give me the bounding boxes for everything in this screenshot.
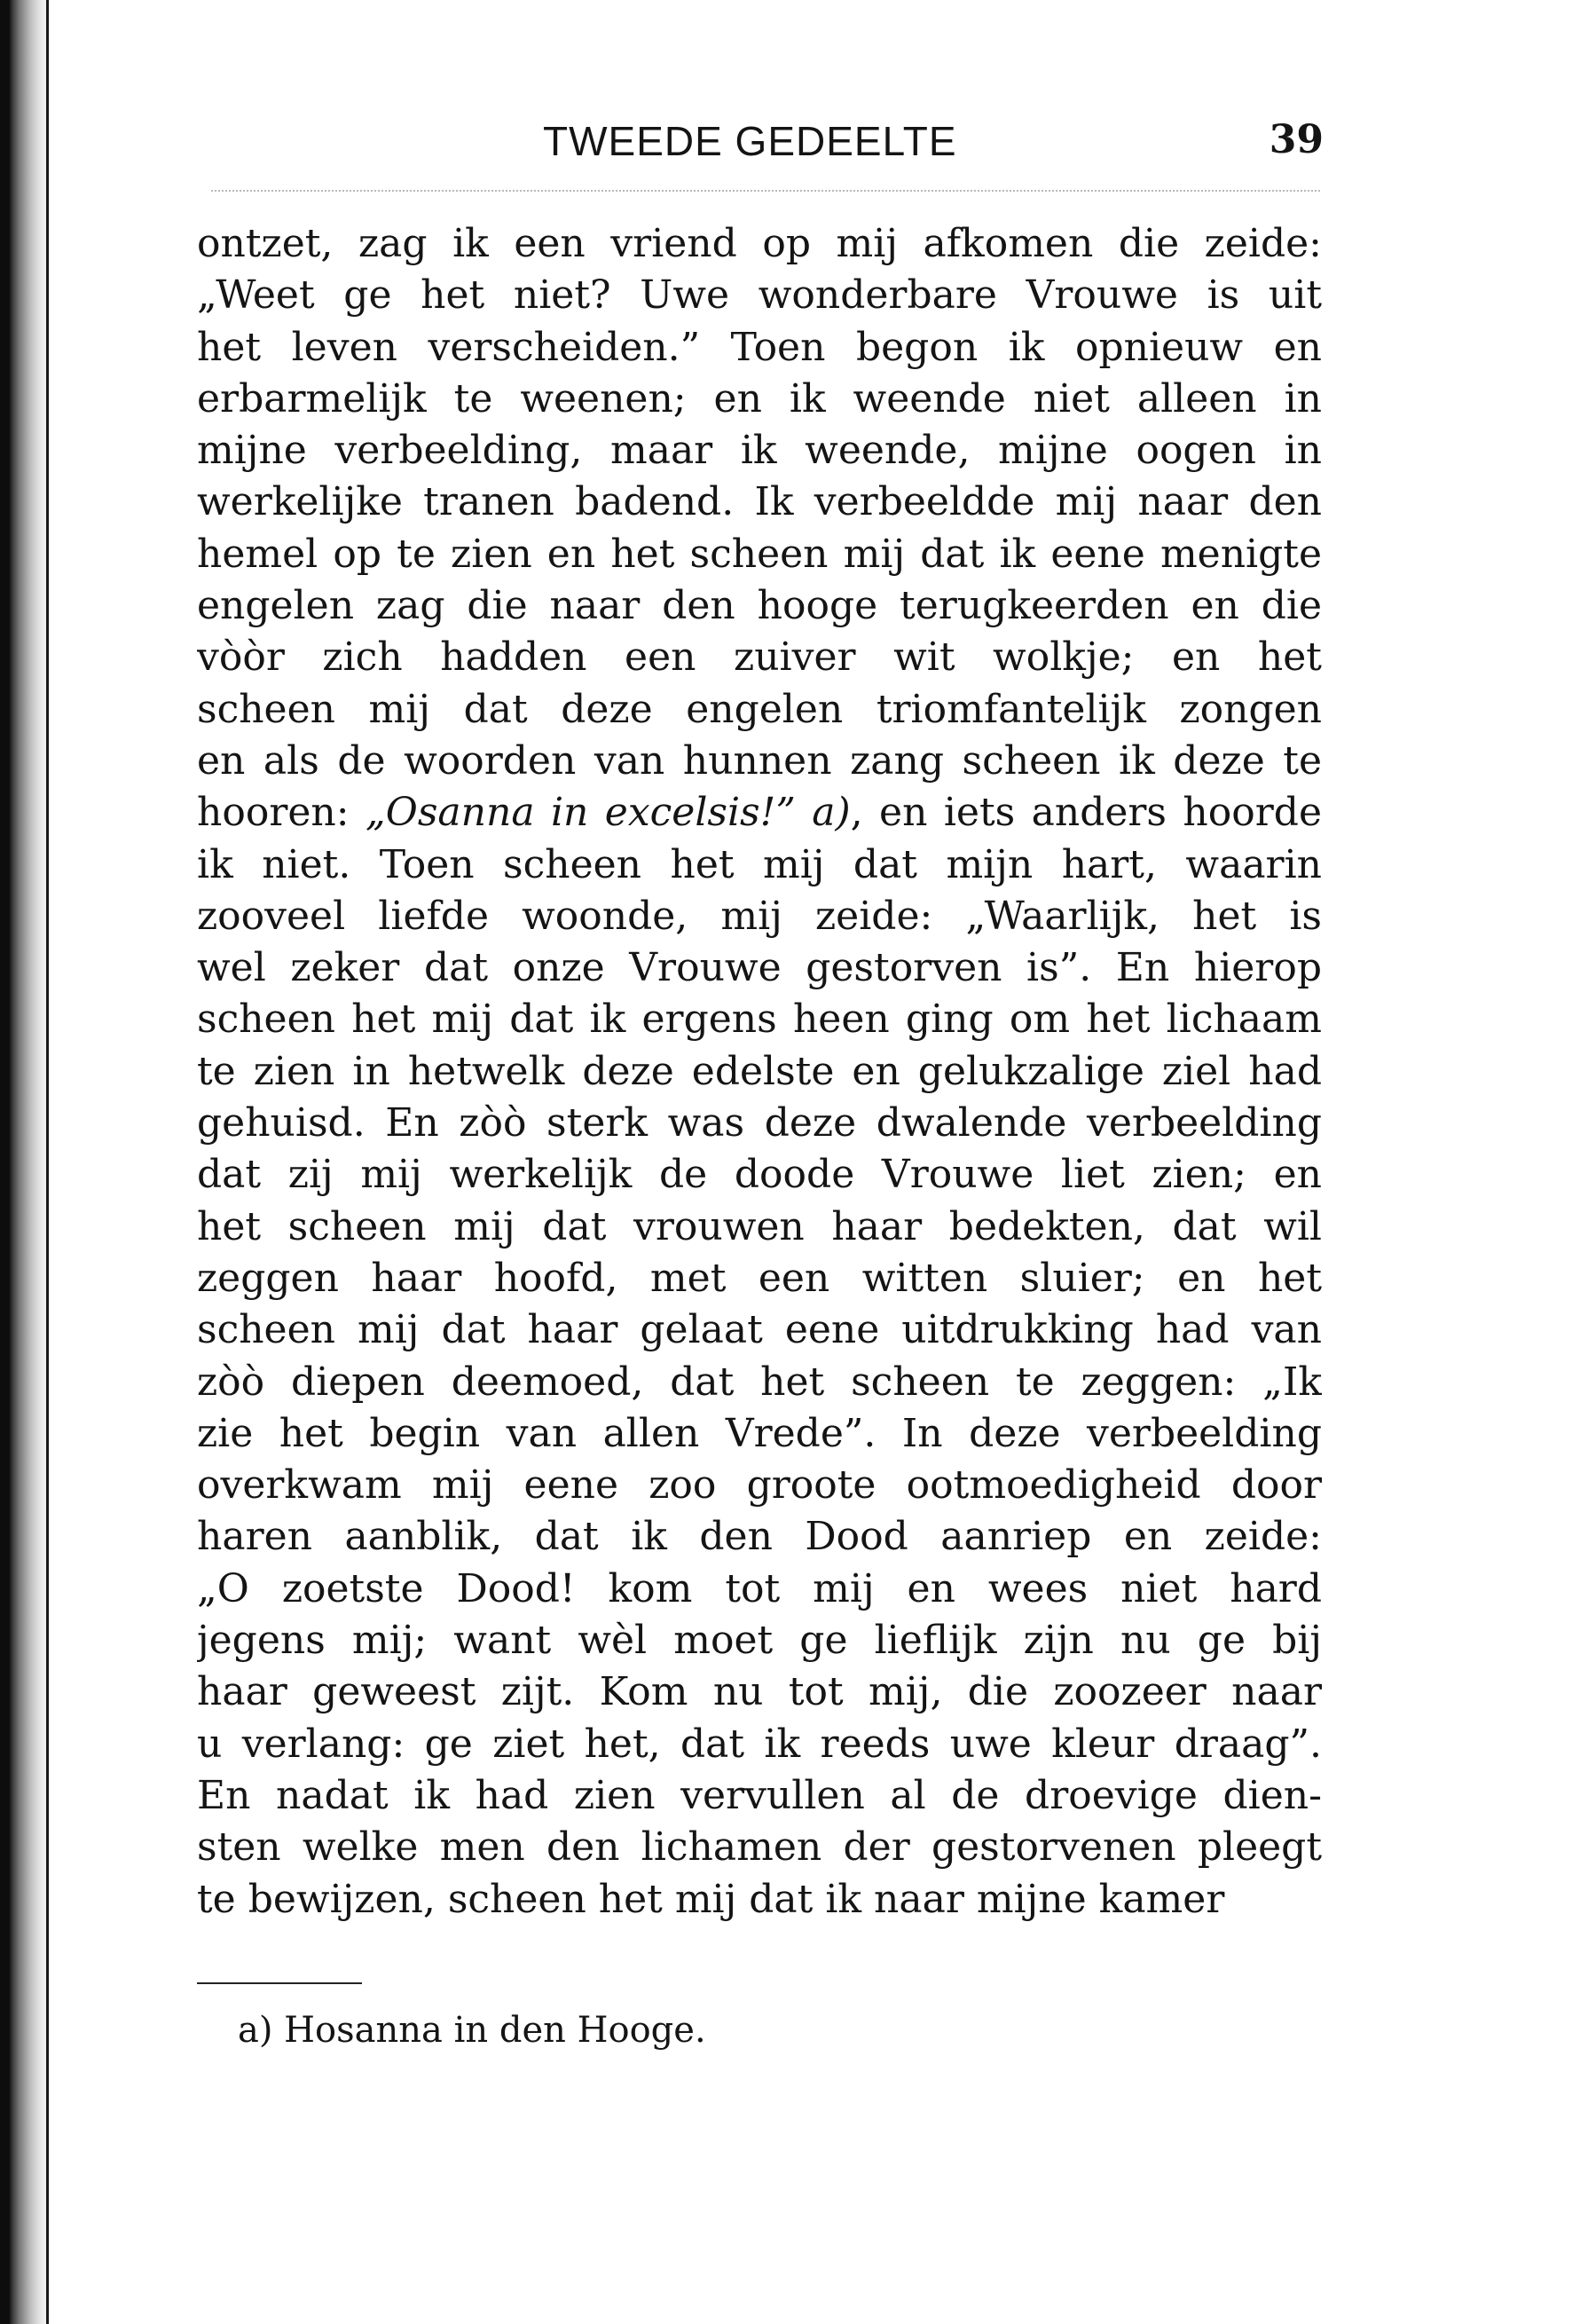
footnote: a) Hosanna in den Hooge.	[238, 2010, 706, 2051]
text-line: te zien in hetwelk deze edelste en gelukzalige ziel had	[197, 1048, 1322, 1094]
text-line: „O zoetste Dood! kom tot mij en wees niet hard	[197, 1565, 1322, 1611]
page-number: 39	[1269, 117, 1324, 162]
text-line: werkelijke tranen badend. Ik verbeeldde mij naar den	[197, 479, 1322, 525]
text-line: „Weet ge het niet? Uwe wonderbare Vrouwe is uit	[197, 272, 1322, 319]
text-line: scheen het mij dat ik ergens heen ging om het lichaam	[197, 997, 1322, 1043]
text-line: te bewijzen, scheen het mij dat ik naar mijne kamer	[197, 1876, 1225, 1922]
latin-quote: „Osanna in excelsis!” a)	[365, 790, 851, 836]
footnote-rule	[197, 1982, 362, 1984]
text-line: het leven verscheiden.” Toen begon ik opnieuw en	[197, 324, 1322, 370]
quote-follow: , en iets anders hoorde	[850, 790, 1322, 836]
text-line: scheen mij dat deze engelen triomfantelijk zongen	[197, 686, 1322, 732]
text-line-with-quote	[197, 787, 1322, 839]
text-line: En nadat ik had zien vervullen al de droevige dien-	[197, 1772, 1322, 1818]
text-line: zòò diepen deemoed, dat het scheen te zeggen: „Ik	[197, 1359, 1322, 1405]
text-line: en als de woorden van hunnen zang scheen ik deze te	[197, 737, 1322, 784]
text-line: hemel op te zien en het scheen mij dat ik eene menigte	[197, 531, 1322, 577]
text-line: dat zij mij werkelijk de doode Vrouwe liet zien; en	[197, 1152, 1322, 1198]
text-line: mijne verbeelding, maar ik weende, mijne oogen in	[197, 428, 1322, 474]
running-title: TWEEDE GEDEELTE	[543, 118, 957, 164]
text-line: sten welke men den lichamen der gestorvenen pleegt	[197, 1824, 1322, 1871]
quote-lead-in: hooren:	[197, 790, 366, 836]
header-dotted-rule	[211, 190, 1320, 192]
text-line: het scheen mij dat vrouwen haar bedekten, dat wil	[197, 1203, 1322, 1249]
text-line: ontzet, zag ik een vriend op mij afkomen die zeide:	[197, 221, 1322, 266]
text-line: ik niet. Toen scheen het mij dat mijn hart, waarin	[197, 841, 1322, 887]
book-spine-edge	[0, 0, 51, 2324]
running-header	[197, 117, 1324, 170]
text-line: haren aanblik, dat ik den Dood aanriep en zeide:	[197, 1514, 1322, 1560]
text-line: scheen mij dat haar gelaat eene uitdrukking had van	[197, 1307, 1322, 1353]
text-line: jegens mij; want wèl moet ge lieflijk zijn nu ge bij	[197, 1618, 1322, 1664]
text-line: zooveel liefde woonde, mij zeide: „Waarlijk, het is	[197, 893, 1322, 939]
text-line: haar geweest zijt. Kom nu tot mij, die zoozeer naar	[197, 1669, 1322, 1715]
body-text	[197, 218, 1322, 1926]
text-line: gehuisd. En zòò sterk was deze dwalende verbeelding	[197, 1100, 1322, 1146]
text-line: wel zeker dat onze Vrouwe gestorven is”. En hierop	[197, 945, 1322, 991]
text-line: overkwam mij eene zoo groote ootmoedigheid door	[197, 1462, 1322, 1509]
page-gutter-line	[46, 0, 49, 2324]
text-line: vòòr zich hadden een zuiver wit wolkje; en het	[197, 634, 1322, 681]
text-line: u verlang: ge ziet het, dat ik reeds uwe kleur draag”.	[197, 1721, 1322, 1767]
text-line: zeggen haar hoofd, met een witten sluier; en het	[197, 1255, 1322, 1301]
text-line: engelen zag die naar den hooge terugkeerden en die	[197, 583, 1322, 629]
text-line: zie het begin van allen Vrede”. In deze verbeelding	[197, 1410, 1322, 1456]
text-line: erbarmelijk te weenen; en ik weende niet alleen in	[197, 375, 1322, 421]
